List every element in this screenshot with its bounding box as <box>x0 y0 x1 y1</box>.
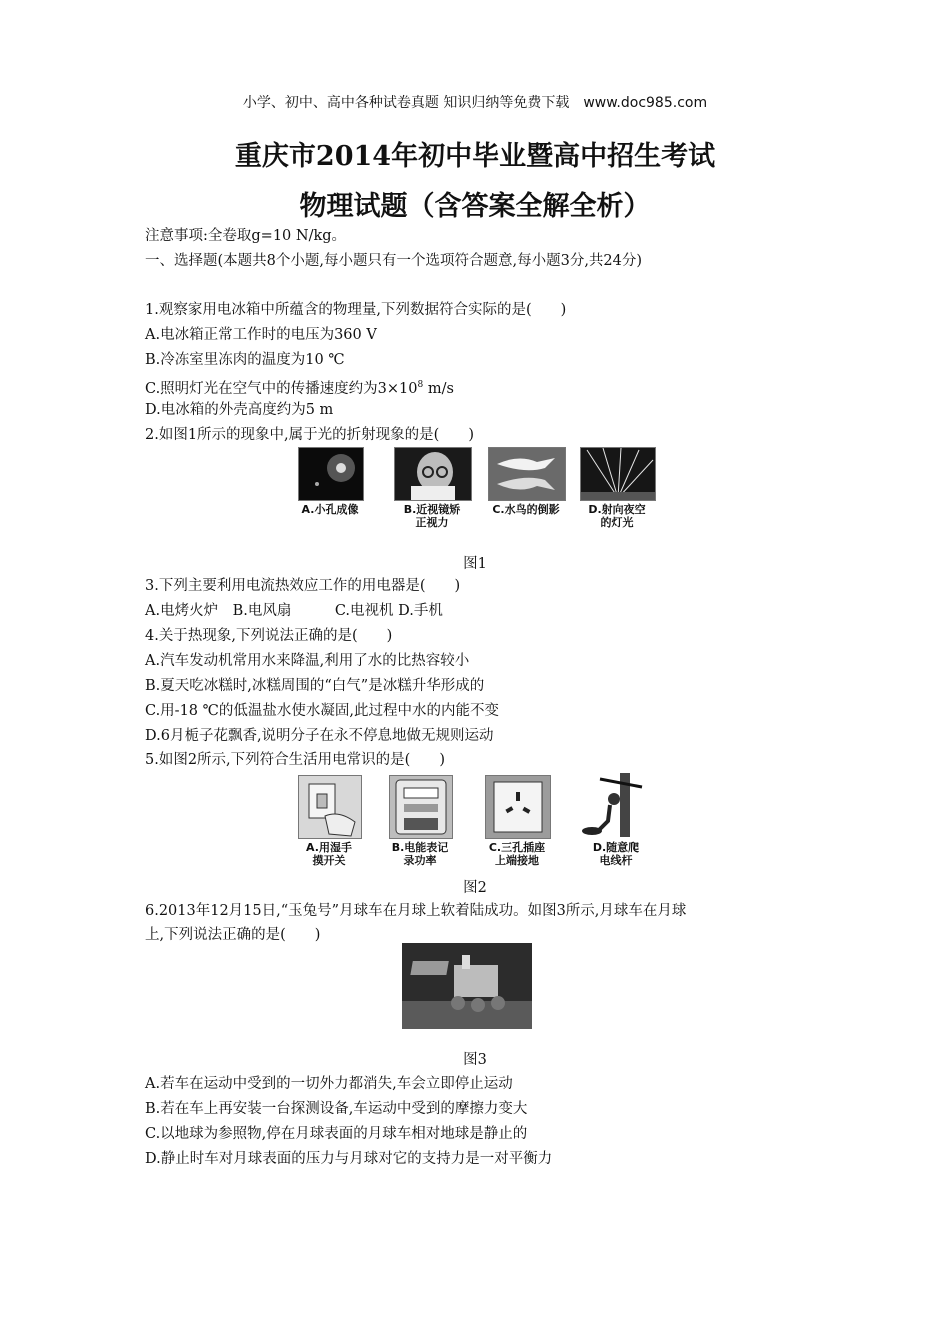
fig2-label-d: D.随意爬 电线杆 <box>592 841 640 867</box>
q6-stem-line2: 上,下列说法正确的是( ) <box>145 927 321 943</box>
q3-options: A.电烤火炉 B.电风扇 C.电视机 D.手机 <box>145 603 443 619</box>
q4-option-a: A.汽车发动机常用水来降温,利用了水的比热容较小 <box>145 653 470 669</box>
q5-stem: 5.如图2所示,下列符合生活用电常识的是( ) <box>145 752 445 768</box>
exam-subtitle: 物理试题（含答案全解全析） <box>299 191 651 222</box>
q3-stem: 3.下列主要利用电流热效应工作的用电器是( ) <box>145 578 461 594</box>
q6-option-d: D.静止时车对月球表面的压力与月球对它的支持力是一对平衡力 <box>145 1151 553 1167</box>
exam-title: 重庆市2014年初中毕业暨高中招生考试 <box>234 141 716 172</box>
notice: 注意事项:全卷取g=10 N/kg。 <box>145 228 347 244</box>
q1-option-b: B.冷冻室里冻肉的温度为10 ℃ <box>145 352 345 368</box>
q6-stem-line1: 6.2013年12月15日,“玉兔号”月球车在月球上软着陆成功。如图3所示,月球车在月球 <box>145 903 687 919</box>
pinhole-image-photo <box>298 447 364 501</box>
section-heading: 一、选择题(本题共8个小题,每小题只有一个选项符合题意,每小题3分,共24分) <box>145 253 643 269</box>
figure-3-caption: 图3 <box>463 1052 487 1068</box>
q4-option-c: C.用-18 ℃的低温盐水使水凝固,此过程中水的内能不变 <box>145 703 499 719</box>
electric-meter-drawing <box>389 775 453 839</box>
q1-option-d: D.电冰箱的外壳高度约为5 m <box>145 402 334 418</box>
q6-option-a: A.若车在运动中受到的一切外力都消失,车会立即停止运动 <box>145 1076 513 1092</box>
fig1-label-b: B.近视镜矫 正视力 <box>403 503 461 529</box>
q2-stem: 2.如图1所示的现象中,属于光的折射现象的是( ) <box>145 427 474 443</box>
q4-stem: 4.关于热现象,下列说法正确的是( ) <box>145 628 393 644</box>
fig1-label-d: D.射向夜空 的灯光 <box>588 503 646 529</box>
fig1-label-c: C.水鸟的倒影 <box>492 503 560 516</box>
figure-2-caption: 图2 <box>463 880 487 896</box>
bird-reflection-photo <box>488 447 566 501</box>
q1-option-a: A.电冰箱正常工作时的电压为360 V <box>145 327 377 343</box>
fig2-label-b: B.电能表记 录功率 <box>391 841 449 867</box>
q4-option-d: D.6月栀子花飘香,说明分子在永不停息地做无规则运动 <box>145 728 494 744</box>
searchlight-photo <box>580 447 656 501</box>
lunar-rover-photo <box>402 943 532 1029</box>
child-glasses-photo <box>394 447 472 501</box>
q4-option-b: B.夏天吃冰糕时,冰糕周围的“白气”是冰糕升华形成的 <box>145 678 485 694</box>
q1-stem: 1.观察家用电冰箱中所蕴含的物理量,下列数据符合实际的是( ) <box>145 302 567 318</box>
climbing-pole-drawing <box>580 773 652 837</box>
fig2-label-a: A.用湿手 摸开关 <box>306 841 352 867</box>
figure-1-caption: 图1 <box>463 556 487 572</box>
wet-hand-switch-drawing <box>298 775 362 839</box>
fig1-label-a: A.小孔成像 <box>301 503 359 516</box>
page-header: 小学、初中、高中各种试卷真题 知识归纳等免费下载 www.doc985.com <box>242 95 708 111</box>
q6-option-c: C.以地球为参照物,停在月球表面的月球车相对地球是静止的 <box>145 1126 528 1142</box>
q6-option-b: B.若在车上再安装一台探测设备,车运动中受到的摩擦力变大 <box>145 1101 528 1117</box>
q1-option-c: C.照明灯光在空气中的传播速度约为$3\times 10^8$ m/s <box>145 380 454 397</box>
three-hole-socket-drawing <box>485 775 551 839</box>
fig2-label-c: C.三孔插座 上端接地 <box>488 841 546 867</box>
